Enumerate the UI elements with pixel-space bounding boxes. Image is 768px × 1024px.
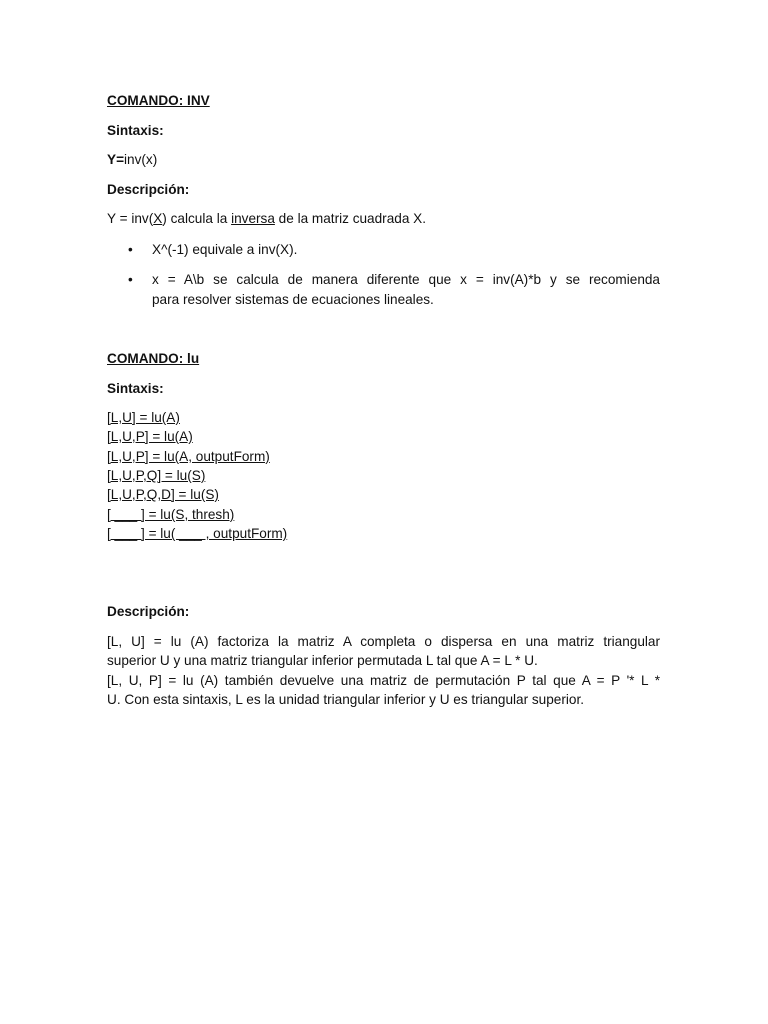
inv-syntax-line <box>107 151 157 169</box>
inv-desc-text <box>107 210 426 228</box>
lu-syntax-label: Sintaxis: <box>107 381 164 396</box>
inv-desc-x: X <box>153 211 163 226</box>
lu-syntax-line: [ ___ ] = lu( ___ , outputForm) <box>107 526 288 541</box>
inv-desc-part2: ) calcula la <box>162 211 232 226</box>
lu-desc-line: superior U y una matriz triangular inferior permutada L tal que A = L * U. <box>107 653 538 668</box>
inv-desc-label: Descripción: <box>107 182 190 197</box>
inv-bullet-2: x = A\b se calcula de manera diferente que x = inv(A)*b y se recomienda <box>152 272 660 287</box>
bullet-icon: • <box>128 242 133 257</box>
inv-desc-inversa-link: inversa <box>231 211 275 226</box>
inv-bullet-2-cont: para resolver sistemas de ecuaciones lineales. <box>152 292 434 307</box>
lu-syntax-line: [L,U,P,Q] = lu(S) <box>107 468 206 483</box>
inv-bullet-1: X^(-1) equivale a inv(X). <box>152 242 298 257</box>
inv-syntax-lhs: Y= <box>107 152 125 167</box>
inv-syntax-label: Sintaxis: <box>107 123 164 138</box>
lu-syntax-line: [L,U,P,Q,D] = lu(S) <box>107 487 219 502</box>
inv-syntax-rhs: inv(x) <box>124 152 158 167</box>
lu-syntax-line: [L,U] = lu(A) <box>107 410 180 425</box>
lu-heading: COMANDO: lu <box>107 351 200 366</box>
inv-desc-part3: de la matriz cuadrada X. <box>274 211 427 226</box>
lu-syntax-line: [ ___ ] = lu(S, thresh) <box>107 507 235 522</box>
lu-syntax-line: [L,U,P] = lu(A, outputForm) <box>107 449 270 464</box>
lu-desc-line: U. Con esta sintaxis, L es la unidad triangular inferior y U es triangular superior. <box>107 692 585 707</box>
bullet-icon: • <box>128 272 133 287</box>
lu-desc-line: [L, U, P] = lu (A) también devuelve una matriz de permutación P tal que A = P '* L * <box>107 673 660 688</box>
lu-desc-line: [L, U] = lu (A) factoriza la matriz A completa o dispersa en una matriz triangular <box>107 634 660 649</box>
lu-syntax-line: [L,U,P] = lu(A) <box>107 429 193 444</box>
lu-desc-label: Descripción: <box>107 604 190 619</box>
inv-heading: COMANDO: INV <box>107 93 210 108</box>
inv-desc-part1: Y = inv( <box>107 211 154 226</box>
